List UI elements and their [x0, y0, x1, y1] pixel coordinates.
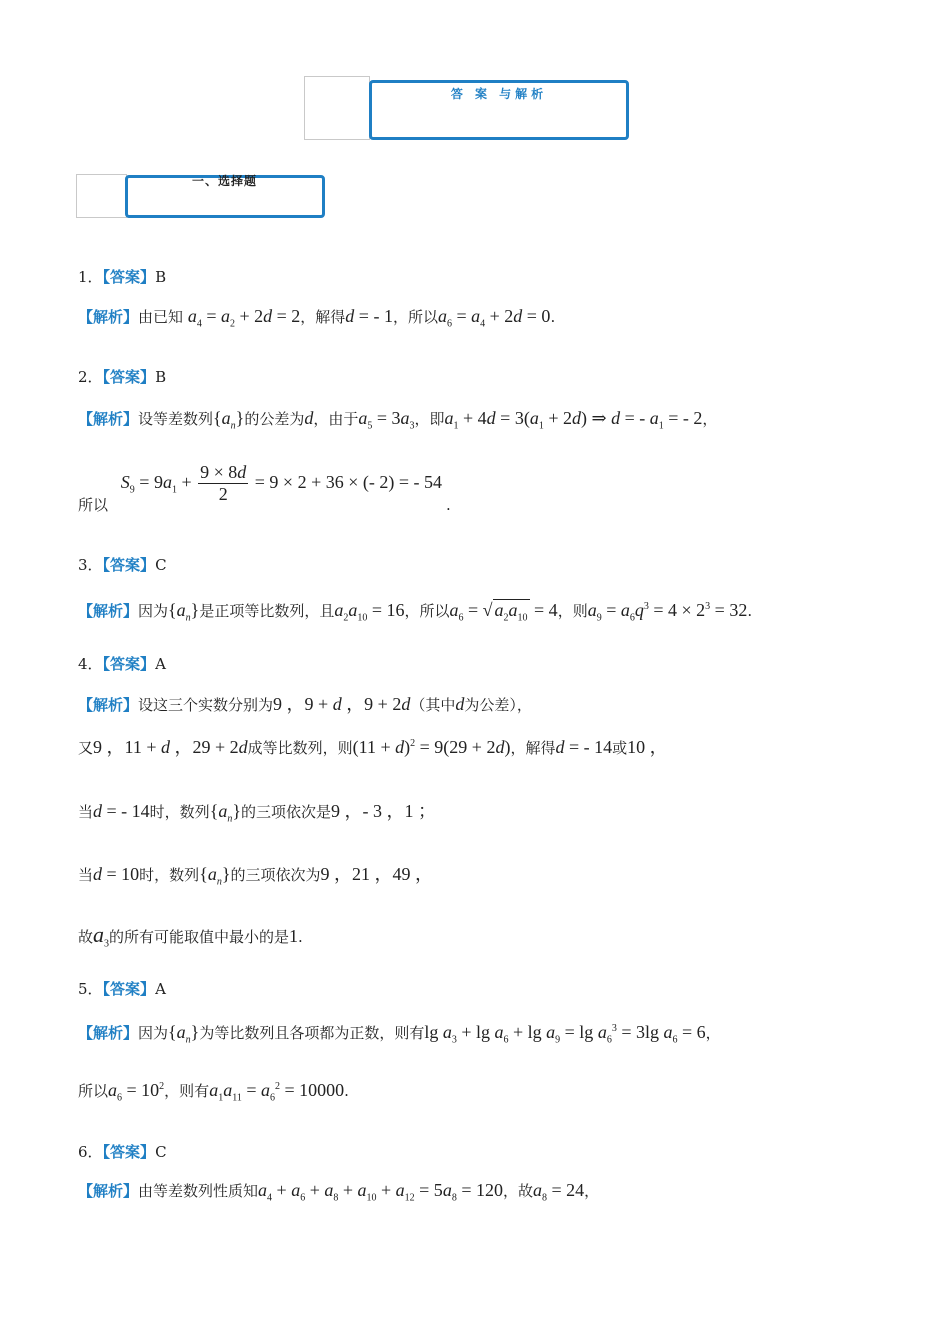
analysis-label: 【解析】 — [78, 308, 139, 326]
q4-formula-8: $\{a_n\}$ — [209, 801, 241, 825]
answer-label: 【答案】 — [102, 655, 156, 673]
q1-text-3: ，所以 — [392, 308, 438, 326]
q4-text-l4a: 当 — [78, 866, 94, 884]
q4-text-l3b: 时，数列 — [149, 803, 210, 821]
q4-formula-10: d = 10 — [93, 864, 140, 884]
q5-answer-line — [78, 978, 166, 999]
q5-formula-1: $\{a_n\}$ — [168, 1022, 200, 1046]
answer-label: 【答案】 — [102, 368, 156, 386]
q3-formula-1: $\{a_n\}$ — [168, 600, 200, 624]
q4-line-5 — [78, 922, 303, 950]
q6-text-2: ，故 — [502, 1182, 533, 1200]
q1-formula-3: $a_6 = a_4 + 2d = 0$ — [437, 306, 551, 330]
q3-text-1: 因为 — [138, 602, 169, 620]
q5-formula-3: $a_6 = 10^2$ — [108, 1080, 165, 1104]
q6-text-1: 由等差数列性质知 — [138, 1182, 259, 1200]
q6-text-3: ， — [584, 1182, 600, 1200]
q5-number: 5． — [78, 980, 103, 998]
analysis-label: 【解析】 — [78, 602, 139, 620]
q4-text-l2b: 成等比数列，则 — [247, 739, 353, 757]
q4-answer: A — [155, 655, 166, 673]
q4-text-l2a: 又 — [78, 739, 94, 757]
q1-text-2: ，解得 — [300, 308, 346, 326]
section-decoration — [76, 174, 127, 218]
q2-answer-line — [78, 366, 166, 387]
q5-text-l2c: . — [344, 1082, 349, 1100]
q5-formula-2: $\lg a_3 + \lg a_6 + \lg a_9 = \lg a_6^3 = 3\lg$ $a_6 = 6$ — [424, 1022, 706, 1046]
q2-analysis-line-2 — [78, 462, 451, 514]
q3-text-2: 是正项等比数列，且 — [199, 602, 335, 620]
q4-text-l4b: 时，数列 — [139, 866, 200, 884]
q4-formula-6: 10 ， — [627, 737, 668, 757]
q2-text-3: ，由于 — [313, 410, 359, 428]
q4-formula-9: 9 ，- 3 ，1 ； — [330, 801, 436, 821]
q5-text-l2b: ，则有 — [164, 1082, 210, 1100]
q4-line-2 — [78, 733, 668, 759]
q5-formula-4: $a_1a_{11} = a_6^2 = 10000$ — [209, 1080, 345, 1104]
q3-formula-2: $a_2a_{10} = 16$ — [334, 600, 405, 624]
q4-text-l5b: 的所有可能取值中最小的是 — [109, 928, 290, 946]
q4-analysis-line — [78, 690, 532, 716]
q4-text-l2d: 或 — [612, 739, 628, 757]
q4-number: 4． — [78, 655, 103, 673]
q2-text-2: 的公差为 — [244, 410, 305, 428]
analysis-label: 【解析】 — [78, 1182, 139, 1200]
q1-text-4: . — [550, 308, 556, 326]
q4-formula-7: d = - 14 — [93, 801, 150, 821]
q5-text-1: 因为 — [138, 1024, 169, 1042]
q4-formula-4: $(11 + d)^2 = 9(29 + 2d)$ — [352, 737, 511, 757]
answer-label: 【答案】 — [102, 980, 156, 998]
q4-text-l3c: 的三项依次是 — [240, 803, 331, 821]
q4-formula-12: 9 ，21 ，49 ， — [320, 864, 433, 884]
q3-analysis-line — [78, 600, 752, 624]
title-banner — [369, 80, 629, 140]
q4-text-l3a: 当 — [78, 803, 94, 821]
q4-text-l4c: 的三项依次为 — [230, 866, 321, 884]
q2-formula-2: d — [304, 408, 314, 428]
section-title: 一、选择题 — [192, 174, 258, 188]
q1-text-1: 由已知 — [138, 308, 184, 326]
analysis-label: 【解析】 — [78, 410, 139, 428]
answer-label: 【答案】 — [102, 268, 156, 286]
q2-text-7: . — [446, 495, 451, 514]
q5-analysis-line — [78, 1022, 721, 1046]
q3-answer-line — [78, 554, 167, 575]
q4-text-l5a: 故 — [78, 928, 94, 946]
q2-formula-4: $a_1 + 4d = 3(a_1 + 2d)$ ⇒ d = - $a_1$ = - 2 — [444, 408, 703, 432]
q2-text-5: ， — [702, 410, 718, 428]
q2-formula-5: $S_9 = 9a_1$ + $\frac{9 \times 8d}{2}$ = 9 × 2 + 36 × (- 2) = - 54 — [120, 462, 442, 504]
q2-analysis-line — [78, 408, 717, 432]
q4-formula-2: d — [455, 694, 465, 714]
q4-formula-14: 1 — [289, 926, 299, 946]
q4-line-3 — [78, 797, 436, 825]
q1-formula-2: d = - 1 — [345, 306, 393, 326]
q4-line-4 — [78, 860, 433, 888]
page-title: 答 案 与解析 — [450, 87, 548, 101]
q4-text-l2c: ，解得 — [510, 739, 556, 757]
q6-analysis-line — [78, 1180, 599, 1204]
q4-text-l5c: . — [298, 928, 303, 946]
q1-answer-line — [78, 266, 166, 287]
q3-formula-3: $a_6$ = √ $a_2a_{10} = 4$ — [449, 600, 558, 624]
analysis-label: 【解析】 — [78, 696, 139, 714]
q3-answer: C — [155, 556, 167, 574]
q2-formula-3: $a_5 = 3a_3$ — [358, 408, 415, 432]
q6-number: 6． — [78, 1143, 103, 1161]
q2-text-4: ，即 — [414, 410, 445, 428]
q4-formula-11: $\{a_n\}$ — [199, 864, 231, 888]
q4-formula-5: d = - 14 — [555, 737, 613, 757]
q4-formula-13: $a_3$ — [93, 922, 110, 950]
q5-text-2: 为等比数列且各项都为正数，则有 — [199, 1024, 425, 1042]
q2-number: 2． — [78, 368, 103, 386]
title-decoration — [304, 76, 370, 140]
q1-answer: B — [155, 268, 167, 286]
q5-line-2 — [78, 1080, 349, 1104]
q5-answer: A — [155, 980, 166, 998]
q4-formula-1: 9 ，9 + d ，9 + 2d — [273, 694, 411, 714]
section-banner — [125, 175, 325, 218]
q1-analysis-line — [78, 306, 555, 330]
q2-answer: B — [155, 368, 167, 386]
q2-text-6: 所以 — [78, 495, 109, 514]
q3-text-4: ，则 — [557, 602, 588, 620]
q3-text-5: . — [747, 602, 753, 620]
analysis-label: 【解析】 — [78, 1024, 139, 1042]
q4-text-1: 设这三个实数分别为 — [138, 696, 274, 714]
q6-answer: C — [155, 1143, 167, 1161]
q4-text-2: （其中 — [410, 696, 456, 714]
q2-text-1: 设等差数列 — [138, 410, 214, 428]
q3-text-3: ，所以 — [404, 602, 450, 620]
q2-formula-1: $\{a_n\}$ — [213, 408, 245, 432]
answer-label: 【答案】 — [102, 556, 156, 574]
q1-number: 1． — [78, 268, 103, 286]
answer-label: 【答案】 — [102, 1143, 156, 1161]
q4-answer-line — [78, 653, 166, 674]
q4-text-3: 为公差）， — [464, 696, 532, 714]
q1-formula-1: $a_4 = a_2 + 2d = 2$ — [187, 306, 301, 330]
q6-formula-2: $a_8 = 24$ — [532, 1180, 585, 1204]
q4-formula-3: 9 ，11 + d ，29 + 2d — [93, 737, 248, 757]
q5-text-l2a: 所以 — [78, 1082, 109, 1100]
q5-text-3: ， — [705, 1024, 721, 1042]
q3-formula-4: $a_9 = a_6q^3 = 4 \times 2^3 = 32$ — [587, 600, 748, 624]
q6-answer-line — [78, 1141, 167, 1162]
q3-number: 3． — [78, 556, 103, 574]
q6-formula-1: $a_4 + a_6 + a_8 + a_{10} + a_{12} = 5a_8 = 120$ — [258, 1180, 503, 1204]
